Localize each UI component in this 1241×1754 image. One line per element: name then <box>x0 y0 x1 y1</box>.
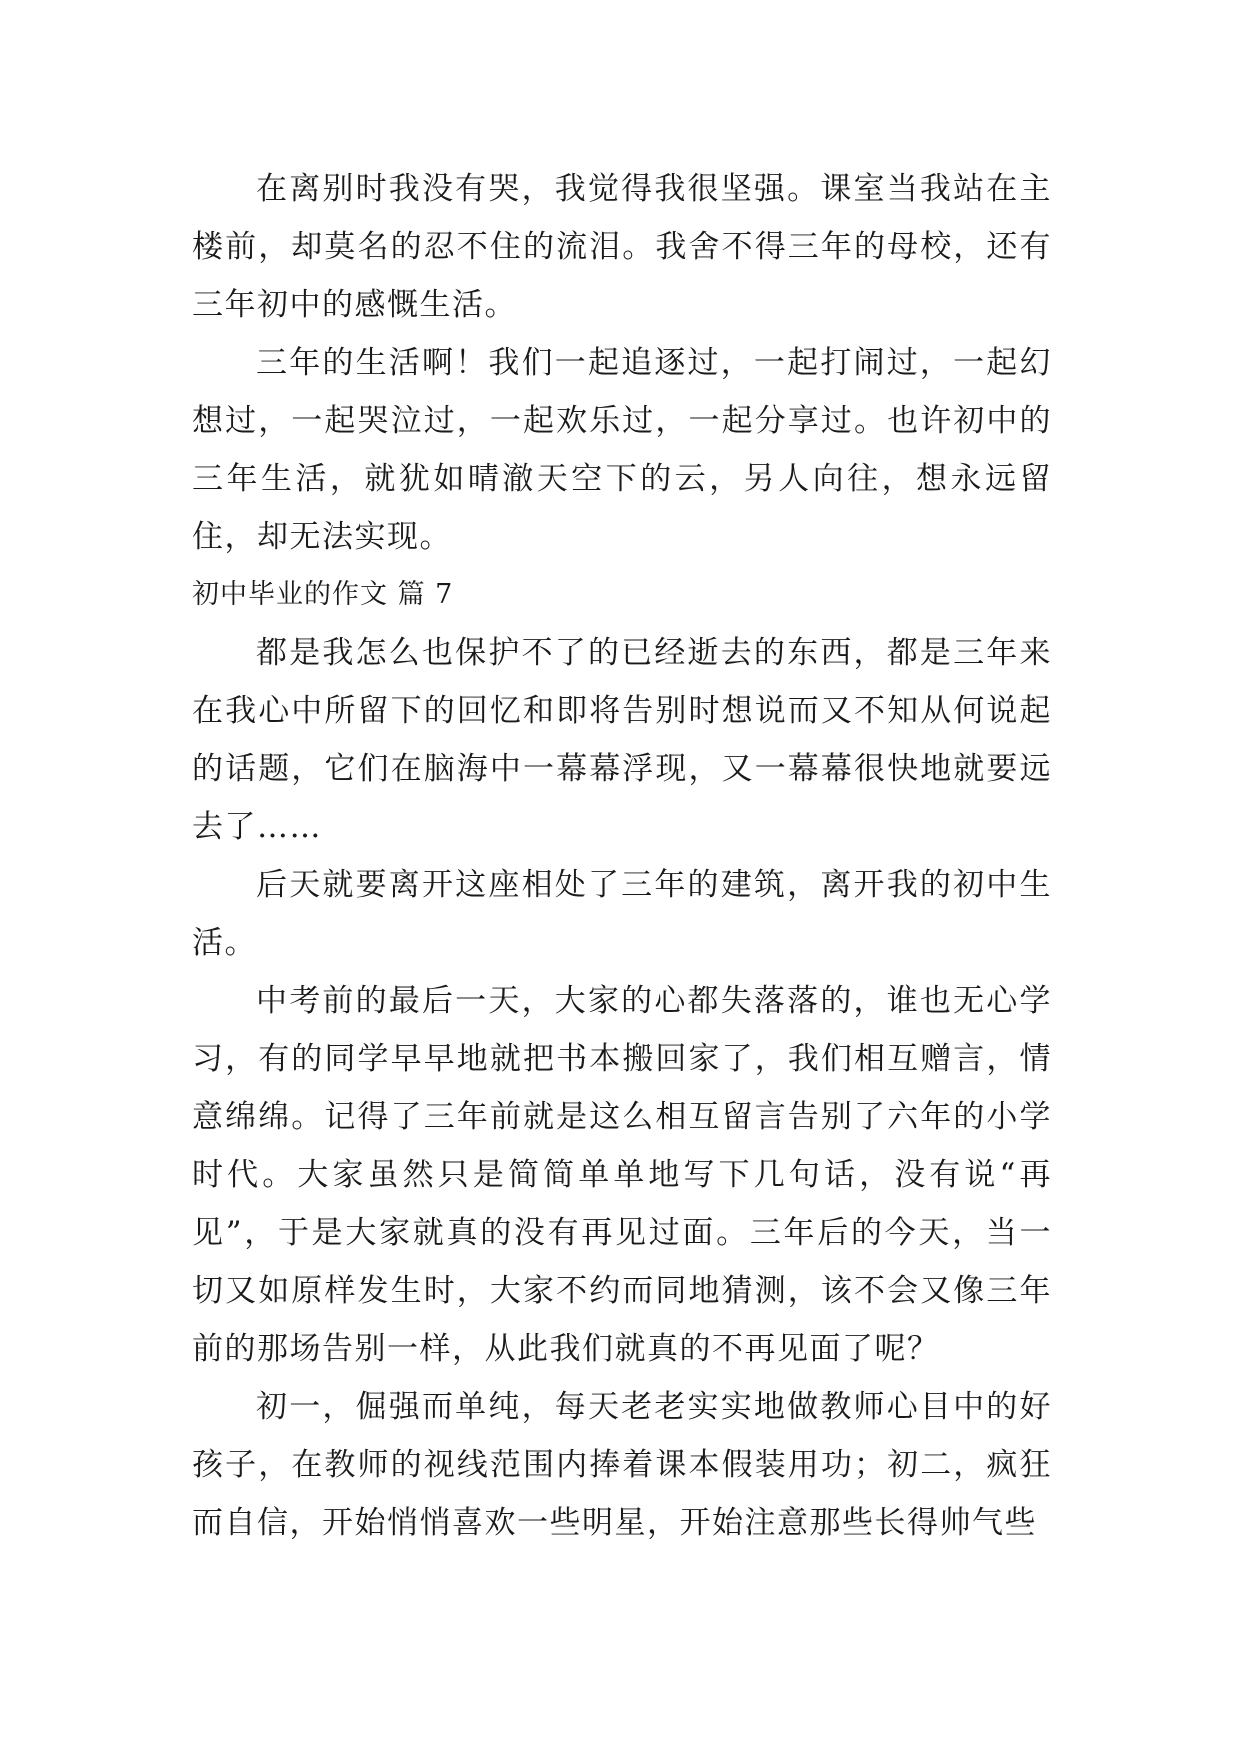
document-page <box>192 160 1052 1552</box>
paragraph-farewell-tears: 在离别时我没有哭，我觉得我很坚强。课室当我站在主楼前，却莫名的忍不住的流泪。我舍不得三年的母校，还有三年初中的感慨生活。 <box>192 171 1052 323</box>
paragraph-three-years-life: 三年的生活啊！我们一起追逐过，一起打闹过，一起幻想过，一起哭泣过，一起欢乐过，一起分享过。也许初中的三年生活，就犹如晴澈天空下的云，另人向往，想永远留住，却无法实现。 <box>192 345 1052 555</box>
paragraph-grade-one-two: 初一，倔强而单纯，每天老老实实地做教师心目中的好孩子，在教师的视线范围内捧着课本假装用功；初二，疯狂而自信，开始悄悄喜欢一些明星，开始注意那些长得帅气些 <box>192 1389 1052 1541</box>
section-heading: 初中毕业的作文 篇 7 <box>192 579 454 610</box>
paragraph-memories: 都是我怎么也保护不了的已经逝去的东西，都是三年来在我心中所留下的回忆和即将告别时想说而又不知从何说起的话题，它们在脑海中一幕幕浮现，又一幕幕很快地就要远去了…… <box>192 635 1052 845</box>
paragraph-leaving-building: 后天就要离开这座相处了三年的建筑，离开我的初中生活。 <box>192 867 1052 961</box>
paragraph-last-day: 中考前的最后一天，大家的心都失落落的，谁也无心学习，有的同学早早地就把书本搬回家了，我们相互赠言，情意绵绵。记得了三年前就是这么相互留言告别了六年的小学时代。大家虽然只是简简单单地写下几句话，没有说“再见”，于是大家就真的没有再见过面。三年后的今天，当一切又如原样发生时，大家不约而同地猜测，该不会又像三年前的那场告别一样，从此我们就真的不再见面了呢？ <box>192 983 1052 1367</box>
